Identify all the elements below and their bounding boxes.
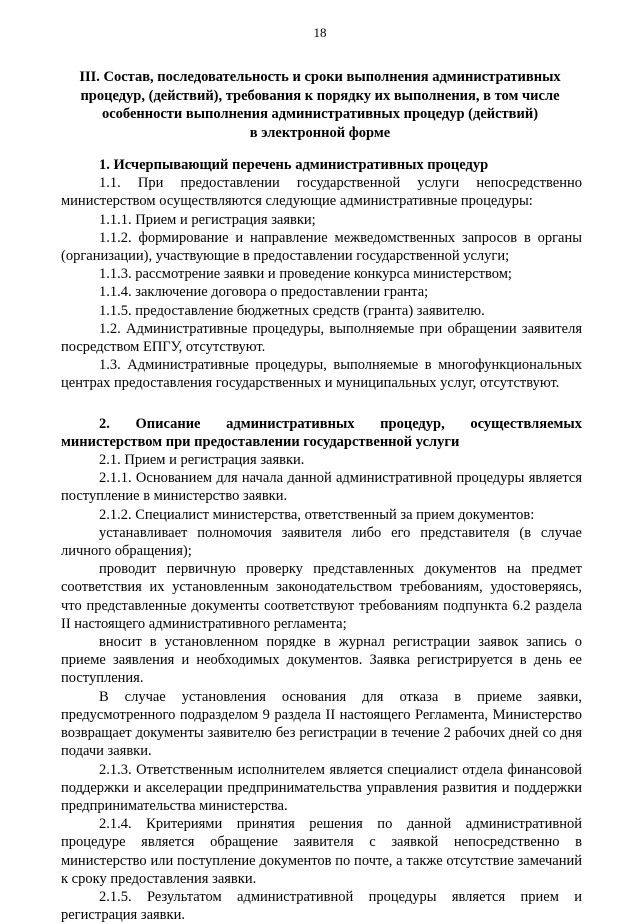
paragraph-2-1-2-b: проводит первичную проверку представленных документов на предмет соответствия их установленным законодательством требованиям, удостоверяясь, что представленные документы соответствуют требованиям подпункта 6.2 раздела II настоящего административного регламента; xyxy=(61,561,582,632)
paragraph-2-1-1: 2.1.1. Основанием для начала данной административной процедуры является поступление в министерство заявки. xyxy=(61,470,582,505)
section-title-line: III. Состав, последовательность и сроки выполнения административных xyxy=(79,69,561,85)
paragraph-1-1-3: 1.1.3. рассмотрение заявки и проведение конкурса министерством; xyxy=(99,266,512,283)
section-title-line: в электронной форме xyxy=(249,124,391,141)
page-number: 18 xyxy=(313,25,327,40)
section-title-line: особенности выполнения административных процедур (действий) xyxy=(101,106,539,123)
section-spacer xyxy=(61,393,582,415)
section-title-line: процедур, (действий), требования к порядку их выполнения, в том числе xyxy=(80,87,560,104)
paragraph-2-1-2-d: В случае установления основания для отказа в приеме заявки, предусмотренного подразделом 9 раздела II настоящего Регламента, Министерство возвращает документы заявителю без регистрации в течение 2 рабочих дней со дня подачи заявки. xyxy=(61,688,582,760)
paragraph-1-1-1: 1.1.1. Прием и регистрация заявки; xyxy=(99,211,316,228)
paragraph-2-1-2: 2.1.2. Специалист министерства, ответственный за прием документов: xyxy=(99,506,535,523)
paragraph-2-1-5: 2.1.5. Результатом административной процедуры является прием и регистрация заявки. xyxy=(61,888,582,924)
paragraph-1-2: 1.2. Административные процедуры, выполняемые при обращении заявителя посредством ЕПГУ, отсутствуют. xyxy=(61,320,582,356)
paragraph-1-1-5: 1.1.5. предоставление бюджетных средств (гранта) заявителю. xyxy=(99,302,485,319)
subsection-heading-2: 2. Описание административных процедур, осуществляемых министерством при предоставлении государственной услуги xyxy=(61,415,582,450)
subsection-heading-1: 1. Исчерпывающий перечень административных процедур xyxy=(99,157,489,173)
paragraph-2-1-3: 2.1.3. Ответственным исполнителем является специалист отдела финансовой поддержки и акселерации предпринимательства управления развития и поддержки предпринимательства министерства. xyxy=(61,761,582,814)
paragraph-2-1-2-c: вносит в установленном порядке в журнал регистрации заявок запись о приеме заявления и необходимых документов. Заявка регистрируется в день ее поступления. xyxy=(61,634,582,687)
paragraph-1-3: 1.3. Административные процедуры, выполняемые в многофункциональных центрах предоставления государственных и муниципальных услуг, отсутствуют. xyxy=(61,357,582,392)
paragraph-1-1: 1.1. При предоставлении государственной услуги непосредственно министерством осуществляются следующие административные процедуры: xyxy=(61,175,582,210)
paragraph-1-1-4: 1.1.4. заключение договора о предоставлении гранта; xyxy=(99,284,429,301)
section-title xyxy=(60,68,580,142)
paragraph-2-1-4: 2.1.4. Критериями принятия решения по данной административной процедуре является обращение заявителя с заявкой непосредственно в министерство или поступление документов по почте, а также отсутствие замечаний к сроку предоставления заявки. xyxy=(61,816,582,887)
paragraph-2-1-2-a: устанавливает полномочия заявителя либо его представителя (в случае личного обращения); xyxy=(61,524,582,560)
document-body xyxy=(61,156,582,924)
paragraph-1-1-2: 1.1.2. формирование и направление межведомственных запросов в органы (организации), участвующие в предоставлении государственной услуги; xyxy=(61,229,582,265)
paragraph-2-1: 2.1. Прием и регистрация заявки. xyxy=(99,452,305,469)
